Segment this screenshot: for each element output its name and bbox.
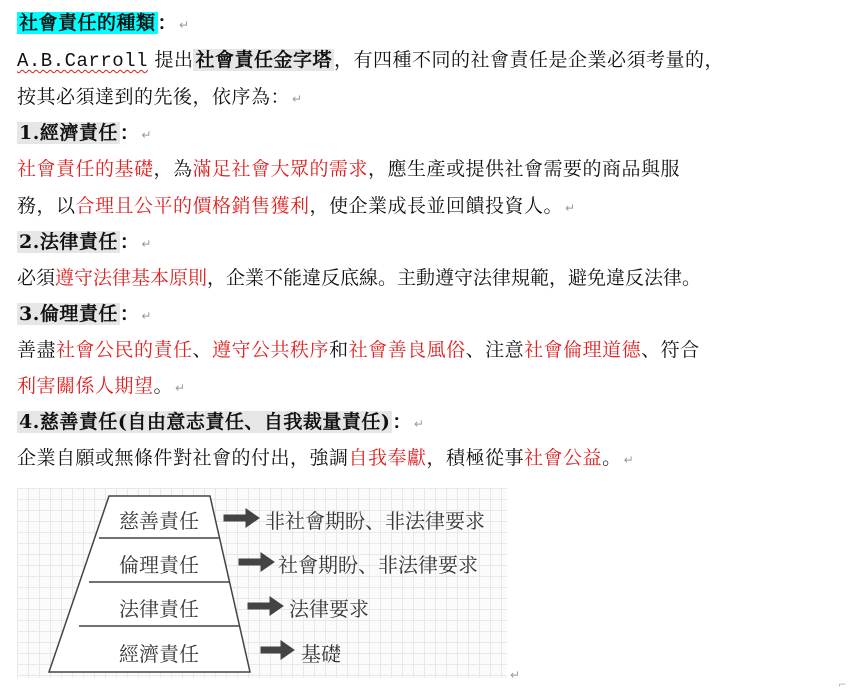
body-text: ，企業不能違反底線。主動遵守法律規範，避免違反法律。: [207, 267, 702, 289]
title-colon: ：: [157, 12, 178, 34]
tier-label-philanthropic: 慈善責任: [119, 509, 199, 533]
body-text: 務，以: [17, 195, 76, 217]
tier-desc-philanthropic: 非社會期盼、非法律要求: [265, 509, 485, 533]
heading-text: 1.經濟責任: [19, 122, 118, 144]
heading-philanthropic: [17, 407, 424, 439]
body-text: 。: [153, 375, 174, 397]
tier-desc-ethical: 社會期盼、非法律要求: [278, 553, 478, 577]
arrow-right-icon: [261, 641, 294, 659]
body-text: ，使企業成長並回饋投資人。: [309, 195, 564, 217]
tier-label-legal: 法律責任: [119, 597, 199, 621]
red-emphasis-text: 滿足社會大眾的需求: [192, 158, 369, 180]
paragraph-mark-icon: ↵: [510, 668, 521, 682]
red-emphasis-text: 社會善良風俗: [348, 339, 466, 361]
body-text: 、注意: [465, 339, 525, 361]
body-text: 、: [192, 339, 213, 361]
intro-line-2: [17, 82, 303, 114]
body-text: 企業自願或無條件對社會的付出，強調: [17, 447, 349, 469]
heading-colon: ：: [119, 231, 140, 253]
philanthropic-body-1: [17, 443, 634, 475]
red-emphasis-text: 社會責任的基礎: [17, 158, 154, 180]
paragraph-mark-icon: ↵: [141, 309, 152, 323]
intro-text-2: ，有四種不同的社會責任是企業必須考量的，: [333, 49, 724, 71]
legal-body-1: [17, 263, 701, 293]
section-title: 社會責任的種類: [19, 12, 156, 34]
heading-text: 2.法律責任: [19, 231, 118, 253]
paragraph-mark-icon: ↵: [565, 201, 576, 215]
red-emphasis-text: 遵守法律基本原則: [55, 267, 208, 289]
economic-body-1: [17, 154, 680, 184]
intro-text-3: 按其必須達到的先後，依序為：: [17, 86, 291, 108]
heading-text: 4.慈善責任(自由意志責任、自我裁量責任): [19, 411, 391, 433]
red-emphasis-text: 社會倫理道德: [524, 339, 642, 361]
red-emphasis-text: 自我奉獻: [348, 447, 427, 469]
heading-colon: ：: [119, 303, 140, 325]
pyramid-diagram: [17, 488, 507, 678]
body-text: 。: [602, 447, 622, 469]
body-text: 、符合: [641, 339, 700, 361]
tier-desc-legal: 法律要求: [289, 597, 369, 621]
heading-text: 3.倫理責任: [19, 303, 118, 325]
tier-desc-economic: 基礎: [301, 642, 341, 666]
pyramid-term: 社會責任金字塔: [195, 49, 332, 71]
heading-legal: [17, 227, 152, 259]
heading-economic: [17, 118, 152, 150]
ethical-body-2: [17, 371, 186, 403]
body-text: ，積極從事: [426, 447, 525, 469]
title-line: [17, 8, 190, 40]
ethical-body-1: [17, 335, 700, 365]
carroll-name: A.B.Carroll: [17, 50, 148, 72]
paragraph-mark-icon: ↵: [179, 18, 190, 32]
intro-text-1: 提出: [147, 49, 194, 71]
paragraph-mark-icon: ↵: [141, 237, 152, 251]
heading-ethical: [17, 299, 152, 331]
red-emphasis-text: 遵守公共秩序: [212, 339, 330, 361]
intro-line-1: [17, 45, 724, 76]
body-text: 善盡: [17, 339, 57, 361]
heading-colon: ：: [392, 411, 412, 433]
economic-body-2: [17, 191, 576, 223]
red-emphasis-text: 社會公民的責任: [56, 339, 193, 361]
body-text: 必須: [17, 267, 56, 289]
paragraph-mark-icon: ↵: [623, 453, 635, 467]
tier-label-economic: 經濟責任: [119, 642, 199, 666]
paragraph-mark-icon: ↵: [175, 381, 186, 395]
body-text: 和: [329, 339, 349, 361]
body-text: ，為: [153, 158, 193, 180]
heading-colon: ：: [119, 122, 140, 144]
page-corner-mark-icon: ⌐: [838, 680, 847, 691]
body-text: ，應生產或提供社會需要的商品與服: [368, 158, 681, 180]
paragraph-mark-icon: ↵: [141, 128, 152, 142]
paragraph-mark-icon: ↵: [413, 417, 425, 431]
red-emphasis-text: 合理且公平的價格銷售獲利: [75, 195, 310, 217]
tier-label-ethical: 倫理責任: [119, 553, 199, 577]
paragraph-mark-icon: ↵: [292, 92, 303, 106]
red-emphasis-text: 利害關係人期望: [17, 375, 154, 397]
red-emphasis-text: 社會公益: [524, 447, 603, 469]
